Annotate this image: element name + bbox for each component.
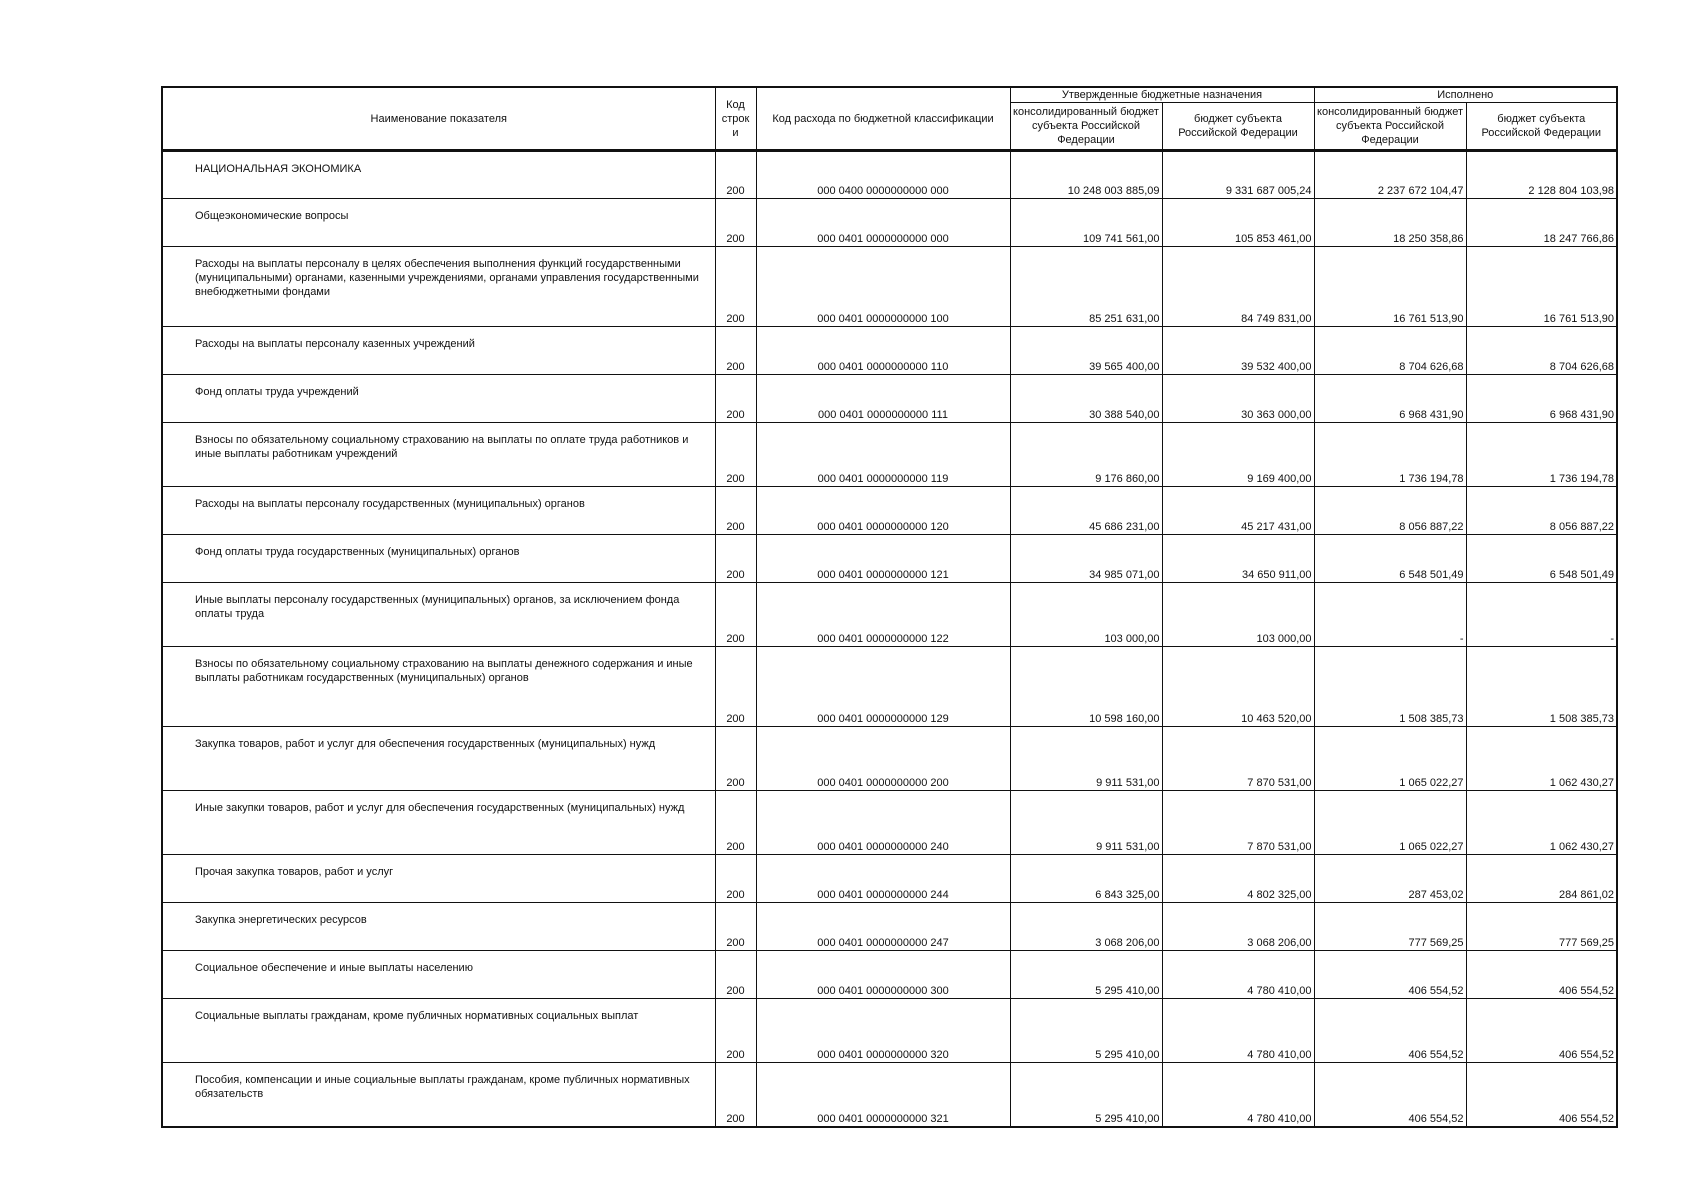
row-executed-consolidated: 6 548 501,49 (1314, 535, 1466, 583)
row-class-code: 000 0401 0000000000 320 (756, 999, 1010, 1063)
header-class-code: Код расхода по бюджетной классификации (756, 87, 1010, 151)
row-executed-subject: 406 554,52 (1466, 999, 1617, 1063)
header-executed-consolidated: консолидированный бюджет субъекта Российской Федерации (1314, 103, 1466, 151)
row-executed-subject: 8 704 626,68 (1466, 327, 1617, 375)
row-line-code: 200 (715, 791, 756, 855)
row-executed-subject: 2 128 804 103,98 (1466, 151, 1617, 199)
row-executed-subject: 6 548 501,49 (1466, 535, 1617, 583)
row-name: Взносы по обязательному социальному страхованию на выплаты денежного содержания и иные выплаты работникам государственных (муниципальных) органов (162, 647, 715, 727)
row-executed-consolidated: - (1314, 583, 1466, 647)
row-executed-consolidated: 6 968 431,90 (1314, 375, 1466, 423)
budget-execution-table (161, 86, 1618, 1128)
row-class-code: 000 0401 0000000000 100 (756, 247, 1010, 327)
row-class-code: 000 0401 0000000000 000 (756, 199, 1010, 247)
row-name: Закупка энергетических ресурсов (162, 903, 715, 951)
header-name: Наименование показателя (162, 87, 715, 151)
row-name: Расходы на выплаты персоналу в целях обеспечения выполнения функций государственными (муниципальными) органами, казенными учреждениями, органами управления государственными внебюджетными фондами (162, 247, 715, 327)
row-executed-subject: 18 247 766,86 (1466, 199, 1617, 247)
row-executed-consolidated: 16 761 513,90 (1314, 247, 1466, 327)
row-line-code: 200 (715, 423, 756, 487)
header-executed-subject: бюджет субъекта Российской Федерации (1466, 103, 1617, 151)
row-line-code: 200 (715, 999, 756, 1063)
row-approved-subject: 7 870 531,00 (1162, 727, 1314, 791)
row-executed-subject: 406 554,52 (1466, 1063, 1617, 1127)
row-approved-consolidated: 5 295 410,00 (1010, 951, 1162, 999)
row-class-code: 000 0401 0000000000 247 (756, 903, 1010, 951)
row-name: Социальное обеспечение и иные выплаты населению (162, 951, 715, 999)
row-approved-subject: 9 331 687 005,24 (1162, 151, 1314, 199)
table-row (162, 727, 1617, 791)
row-executed-consolidated: 1 736 194,78 (1314, 423, 1466, 487)
row-class-code: 000 0401 0000000000 121 (756, 535, 1010, 583)
row-executed-consolidated: 406 554,52 (1314, 999, 1466, 1063)
row-class-code: 000 0401 0000000000 129 (756, 647, 1010, 727)
row-line-code: 200 (715, 855, 756, 903)
row-class-code: 000 0401 0000000000 122 (756, 583, 1010, 647)
row-name: Пособия, компенсации и иные социальные выплаты гражданам, кроме публичных нормативных обязательств (162, 1063, 715, 1127)
row-executed-subject: - (1466, 583, 1617, 647)
table-row (162, 583, 1617, 647)
row-approved-subject: 39 532 400,00 (1162, 327, 1314, 375)
row-approved-consolidated: 109 741 561,00 (1010, 199, 1162, 247)
row-executed-consolidated: 287 453,02 (1314, 855, 1466, 903)
table-row (162, 247, 1617, 327)
header-approved-consolidated: консолидированный бюджет субъекта Российской Федерации (1010, 103, 1162, 151)
row-class-code: 000 0401 0000000000 244 (756, 855, 1010, 903)
row-name: Фонд оплаты труда учреждений (162, 375, 715, 423)
row-line-code: 200 (715, 199, 756, 247)
table-body (162, 151, 1617, 1127)
row-executed-consolidated: 406 554,52 (1314, 1063, 1466, 1127)
row-executed-consolidated: 8 704 626,68 (1314, 327, 1466, 375)
row-name: Общеэкономические вопросы (162, 199, 715, 247)
row-line-code: 200 (715, 327, 756, 375)
row-approved-subject: 3 068 206,00 (1162, 903, 1314, 951)
row-approved-subject: 7 870 531,00 (1162, 791, 1314, 855)
row-approved-consolidated: 3 068 206,00 (1010, 903, 1162, 951)
table-row (162, 903, 1617, 951)
row-approved-subject: 4 780 410,00 (1162, 999, 1314, 1063)
table-row (162, 791, 1617, 855)
row-executed-consolidated: 777 569,25 (1314, 903, 1466, 951)
row-approved-subject: 10 463 520,00 (1162, 647, 1314, 727)
row-approved-subject: 105 853 461,00 (1162, 199, 1314, 247)
row-approved-subject: 4 780 410,00 (1162, 1063, 1314, 1127)
row-approved-consolidated: 103 000,00 (1010, 583, 1162, 647)
row-approved-consolidated: 34 985 071,00 (1010, 535, 1162, 583)
row-line-code: 200 (715, 903, 756, 951)
row-approved-consolidated: 39 565 400,00 (1010, 327, 1162, 375)
row-name: Закупка товаров, работ и услуг для обеспечения государственных (муниципальных) нужд (162, 727, 715, 791)
row-executed-subject: 1 062 430,27 (1466, 791, 1617, 855)
row-executed-consolidated: 8 056 887,22 (1314, 487, 1466, 535)
row-line-code: 200 (715, 151, 756, 199)
row-name: Социальные выплаты гражданам, кроме публичных нормативных социальных выплат (162, 999, 715, 1063)
row-approved-consolidated: 9 176 860,00 (1010, 423, 1162, 487)
row-executed-consolidated: 1 065 022,27 (1314, 791, 1466, 855)
row-executed-subject: 16 761 513,90 (1466, 247, 1617, 327)
row-name: Фонд оплаты труда государственных (муниципальных) органов (162, 535, 715, 583)
row-approved-subject: 4 780 410,00 (1162, 951, 1314, 999)
row-executed-consolidated: 1 508 385,73 (1314, 647, 1466, 727)
row-approved-consolidated: 45 686 231,00 (1010, 487, 1162, 535)
table-row (162, 855, 1617, 903)
row-executed-subject: 406 554,52 (1466, 951, 1617, 999)
row-class-code: 000 0401 0000000000 119 (756, 423, 1010, 487)
row-approved-consolidated: 10 598 160,00 (1010, 647, 1162, 727)
row-class-code: 000 0401 0000000000 321 (756, 1063, 1010, 1127)
row-name: Расходы на выплаты персоналу казенных учреждений (162, 327, 715, 375)
row-name: Расходы на выплаты персоналу государственных (муниципальных) органов (162, 487, 715, 535)
row-executed-subject: 777 569,25 (1466, 903, 1617, 951)
row-executed-subject: 1 508 385,73 (1466, 647, 1617, 727)
row-executed-subject: 284 861,02 (1466, 855, 1617, 903)
row-executed-consolidated: 2 237 672 104,47 (1314, 151, 1466, 199)
row-line-code: 200 (715, 535, 756, 583)
row-executed-subject: 1 736 194,78 (1466, 423, 1617, 487)
row-executed-consolidated: 1 065 022,27 (1314, 727, 1466, 791)
row-class-code: 000 0401 0000000000 200 (756, 727, 1010, 791)
header-executed: Исполнено (1314, 87, 1617, 103)
row-approved-subject: 84 749 831,00 (1162, 247, 1314, 327)
row-approved-consolidated: 10 248 003 885,09 (1010, 151, 1162, 199)
table-row (162, 151, 1617, 199)
row-line-code: 200 (715, 487, 756, 535)
row-line-code: 200 (715, 583, 756, 647)
header-approved-subject: бюджет субъекта Российской Федерации (1162, 103, 1314, 151)
row-line-code: 200 (715, 727, 756, 791)
row-approved-subject: 45 217 431,00 (1162, 487, 1314, 535)
table-row (162, 1063, 1617, 1127)
row-approved-subject: 4 802 325,00 (1162, 855, 1314, 903)
row-approved-consolidated: 85 251 631,00 (1010, 247, 1162, 327)
table-header (162, 87, 1617, 151)
row-approved-subject: 9 169 400,00 (1162, 423, 1314, 487)
row-name: НАЦИОНАЛЬНАЯ ЭКОНОМИКА (162, 151, 715, 199)
table-row (162, 327, 1617, 375)
row-class-code: 000 0401 0000000000 120 (756, 487, 1010, 535)
row-line-code: 200 (715, 375, 756, 423)
row-line-code: 200 (715, 647, 756, 727)
table-row (162, 423, 1617, 487)
row-approved-consolidated: 6 843 325,00 (1010, 855, 1162, 903)
row-approved-consolidated: 5 295 410,00 (1010, 1063, 1162, 1127)
row-class-code: 000 0400 0000000000 000 (756, 151, 1010, 199)
row-class-code: 000 0401 0000000000 240 (756, 791, 1010, 855)
table-row (162, 999, 1617, 1063)
row-name: Иные выплаты персоналу государственных (муниципальных) органов, за исключением фонда оплаты труда (162, 583, 715, 647)
table-row (162, 647, 1617, 727)
row-line-code: 200 (715, 951, 756, 999)
row-line-code: 200 (715, 1063, 756, 1127)
row-class-code: 000 0401 0000000000 300 (756, 951, 1010, 999)
table-row (162, 199, 1617, 247)
table-row (162, 951, 1617, 999)
row-name: Иные закупки товаров, работ и услуг для обеспечения государственных (муниципальных) нужд (162, 791, 715, 855)
row-approved-consolidated: 9 911 531,00 (1010, 791, 1162, 855)
table-row (162, 375, 1617, 423)
row-approved-consolidated: 5 295 410,00 (1010, 999, 1162, 1063)
table-row (162, 487, 1617, 535)
row-executed-consolidated: 18 250 358,86 (1314, 199, 1466, 247)
row-name: Прочая закупка товаров, работ и услуг (162, 855, 715, 903)
row-approved-subject: 34 650 911,00 (1162, 535, 1314, 583)
row-name: Взносы по обязательному социальному страхованию на выплаты по оплате труда работников и иные выплаты работникам учреждений (162, 423, 715, 487)
row-approved-subject: 103 000,00 (1162, 583, 1314, 647)
header-approved: Утвержденные бюджетные назначения (1010, 87, 1314, 103)
row-approved-consolidated: 30 388 540,00 (1010, 375, 1162, 423)
row-executed-consolidated: 406 554,52 (1314, 951, 1466, 999)
row-approved-subject: 30 363 000,00 (1162, 375, 1314, 423)
row-executed-subject: 1 062 430,27 (1466, 727, 1617, 791)
row-executed-subject: 6 968 431,90 (1466, 375, 1617, 423)
header-line-code: Код строк и (715, 87, 756, 151)
row-approved-consolidated: 9 911 531,00 (1010, 727, 1162, 791)
row-executed-subject: 8 056 887,22 (1466, 487, 1617, 535)
row-line-code: 200 (715, 247, 756, 327)
row-class-code: 000 0401 0000000000 110 (756, 327, 1010, 375)
table-row (162, 535, 1617, 583)
row-class-code: 000 0401 0000000000 111 (756, 375, 1010, 423)
